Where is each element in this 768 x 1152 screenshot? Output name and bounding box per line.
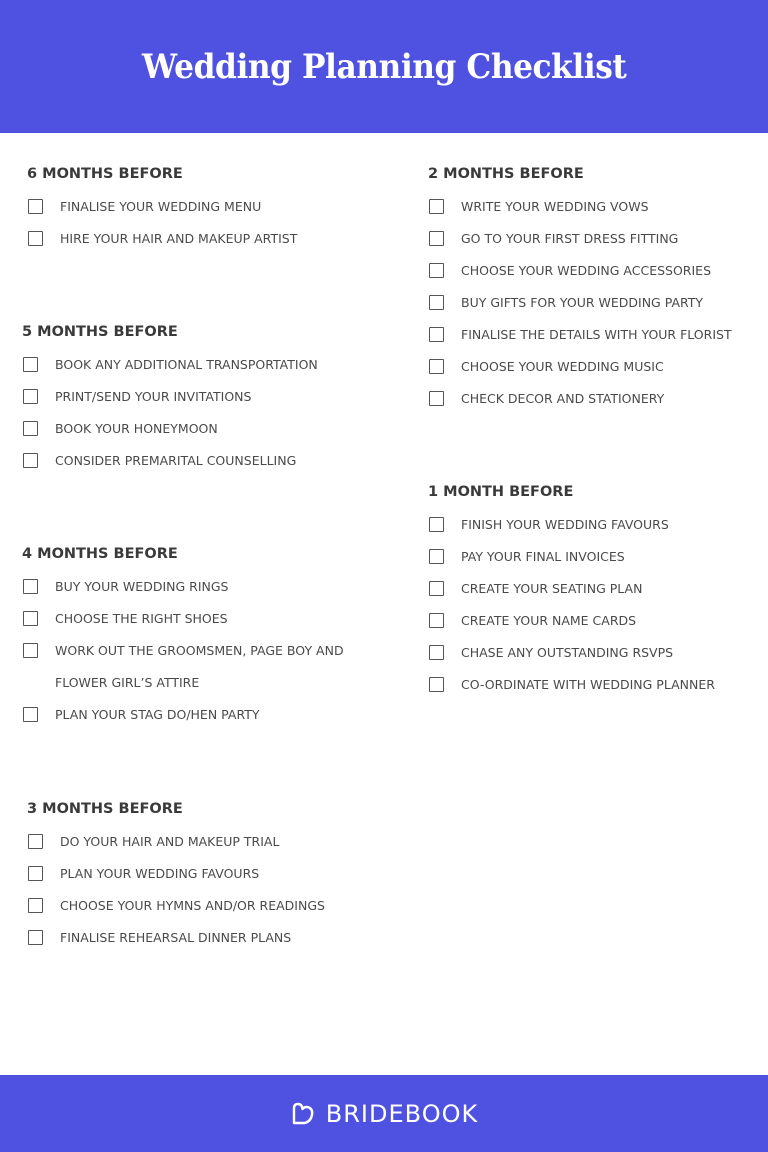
checkbox[interactable] [23, 579, 38, 594]
checklist-item-label: BOOK ANY ADDITIONAL TRANSPORTATION [55, 356, 318, 372]
section-6-months [27, 166, 298, 254]
checklist-item [428, 190, 732, 222]
checklist-item-label: HIRE YOUR HAIR AND MAKEUP ARTIST [60, 230, 298, 246]
checklist-item [27, 857, 325, 889]
checklist-item [27, 889, 325, 921]
checkbox[interactable] [429, 391, 444, 406]
checklist-item [428, 382, 732, 414]
checklist-item-label: BOOK YOUR HONEYMOON [55, 420, 218, 436]
checklist-item-label: DO YOUR HAIR AND MAKEUP TRIAL [60, 833, 280, 849]
checkbox[interactable] [23, 389, 38, 404]
section-5-months [22, 324, 318, 476]
checkbox[interactable] [429, 359, 444, 374]
checklist-item-label: PLAN YOUR WEDDING FAVOURS [60, 865, 260, 881]
checklist-item [27, 825, 325, 857]
checklist-item-label: WORK OUT THE GROOMSMEN, PAGE BOY AND [55, 642, 344, 658]
section-4-months [22, 546, 344, 730]
checklist-item-label: CHECK DECOR AND STATIONERY [461, 390, 665, 406]
checkbox[interactable] [28, 834, 43, 849]
checklist-item [22, 348, 318, 380]
checklist-item [428, 540, 715, 572]
checklist-item [27, 921, 325, 953]
checklist-item-label: PAY YOUR FINAL INVOICES [461, 548, 625, 564]
checklist-item-label: CHOOSE THE RIGHT SHOES [55, 610, 228, 626]
section-heading: 4 MONTHS BEFORE [22, 546, 178, 562]
checklist-item-label: CO-ORDINATE WITH WEDDING PLANNER [461, 676, 715, 692]
checklist-item [428, 286, 732, 318]
checklist-item-label: CHOOSE YOUR WEDDING ACCESSORIES [461, 262, 712, 278]
checklist-item-label: CREATE YOUR NAME CARDS [461, 612, 637, 628]
section-heading: 1 MONTH BEFORE [428, 484, 574, 500]
checklist-item-label: CONSIDER PREMARITAL COUNSELLING [55, 452, 297, 468]
checklist-item [22, 666, 344, 698]
checklist-item-label: FINALISE THE DETAILS WITH YOUR FLORIST [461, 326, 732, 342]
checklist-item [428, 318, 732, 350]
checklist-item-label: CREATE YOUR SEATING PLAN [461, 580, 643, 596]
checklist-item [22, 698, 344, 730]
checkbox[interactable] [23, 357, 38, 372]
checklist-item-label: GO TO YOUR FIRST DRESS FITTING [461, 230, 679, 246]
checklist-item-label: FINALISE YOUR WEDDING MENU [60, 198, 262, 214]
footer-banner [0, 1075, 768, 1152]
checkbox[interactable] [23, 421, 38, 436]
checkbox[interactable] [23, 707, 38, 722]
checkbox[interactable] [429, 295, 444, 310]
section-1-month [428, 484, 715, 700]
checkbox[interactable] [429, 613, 444, 628]
checkbox[interactable] [429, 549, 444, 564]
checkbox[interactable] [429, 327, 444, 342]
checklist-item [428, 254, 732, 286]
checklist-item [22, 380, 318, 412]
checklist-item-label: FLOWER GIRL’S ATTIRE [55, 674, 200, 690]
section-heading: 5 MONTHS BEFORE [22, 324, 178, 340]
checklist-item [428, 350, 732, 382]
section-heading: 2 MONTHS BEFORE [428, 166, 584, 182]
checklist-item-label: FINISH YOUR WEDDING FAVOURS [461, 516, 669, 532]
checklist-item [22, 570, 344, 602]
checkbox[interactable] [429, 199, 444, 214]
checkbox[interactable] [429, 581, 444, 596]
checklist-item-label: CHASE ANY OUTSTANDING RSVPS [461, 644, 674, 660]
checkbox[interactable] [28, 930, 43, 945]
checkbox[interactable] [429, 645, 444, 660]
section-heading: 6 MONTHS BEFORE [27, 166, 183, 182]
checkbox[interactable] [23, 611, 38, 626]
header-banner [0, 0, 768, 133]
checkbox[interactable] [28, 231, 43, 246]
checkbox[interactable] [28, 199, 43, 214]
checklist-item [428, 636, 715, 668]
checklist-item [428, 222, 732, 254]
checklist-item [428, 572, 715, 604]
checkbox[interactable] [429, 517, 444, 532]
checklist-item-label: PRINT/SEND YOUR INVITATIONS [55, 388, 252, 404]
checklist-item [428, 668, 715, 700]
checkbox[interactable] [23, 643, 38, 658]
checklist-item-label: BUY GIFTS FOR YOUR WEDDING PARTY [461, 294, 704, 310]
checklist-item [22, 602, 344, 634]
checklist-item [22, 412, 318, 444]
checklist-item-label: PLAN YOUR STAG DO/HEN PARTY [55, 706, 260, 722]
bridebook-logo-icon [290, 1101, 316, 1127]
checklist-item-label: WRITE YOUR WEDDING VOWS [461, 198, 649, 214]
section-3-months [27, 801, 325, 953]
checklist-item [22, 634, 344, 666]
checklist-item-label: CHOOSE YOUR WEDDING MUSIC [461, 358, 664, 374]
checkbox[interactable] [429, 231, 444, 246]
checklist-item [428, 508, 715, 540]
checklist-item-label: BUY YOUR WEDDING RINGS [55, 578, 229, 594]
checklist-item-label: FINALISE REHEARSAL DINNER PLANS [60, 929, 292, 945]
checkbox[interactable] [429, 677, 444, 692]
checklist-item [22, 444, 318, 476]
checklist-item [27, 190, 297, 222]
checklist-item-label: CHOOSE YOUR HYMNS AND/OR READINGS [60, 897, 325, 913]
checkbox[interactable] [28, 898, 43, 913]
checkbox[interactable] [23, 453, 38, 468]
brand-name: BRIDEBOOK [325, 1099, 479, 1128]
page-title: Wedding Planning Checklist [141, 46, 627, 87]
checklist-item [428, 604, 715, 636]
checklist-item [27, 222, 297, 254]
checkbox[interactable] [429, 263, 444, 278]
checkbox[interactable] [28, 866, 43, 881]
section-2-months [428, 166, 732, 414]
section-heading: 3 MONTHS BEFORE [27, 801, 183, 817]
